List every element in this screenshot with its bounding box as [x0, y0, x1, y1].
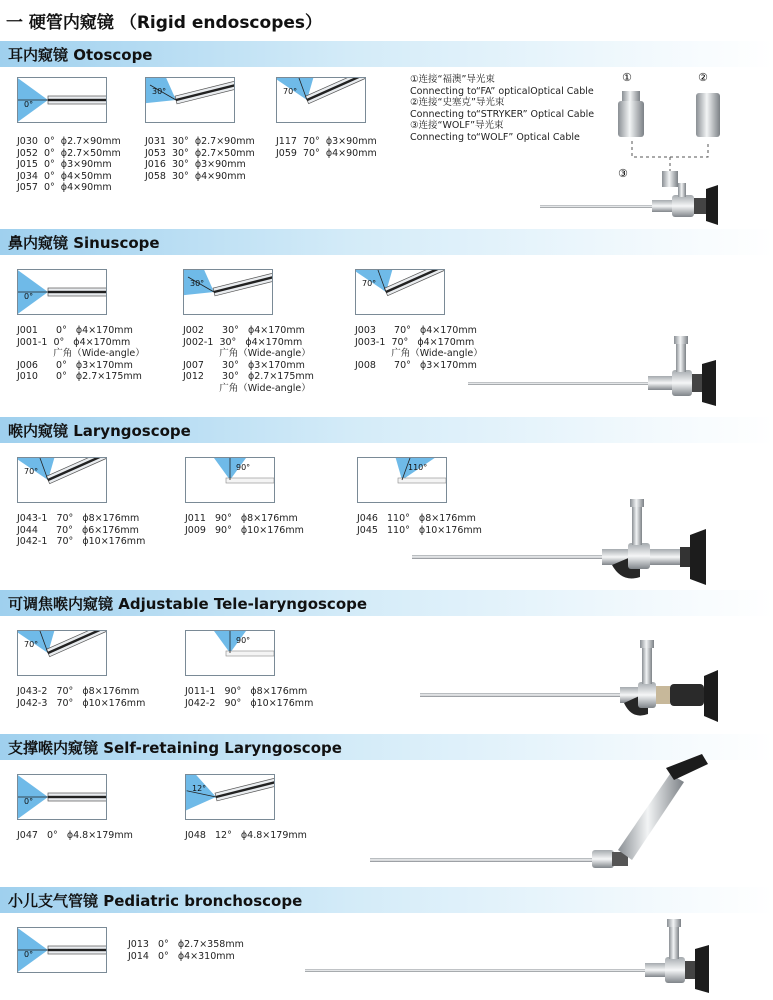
angle-label: 110°	[408, 463, 428, 472]
angle-label: 70°	[283, 87, 298, 96]
angle-label: 90°	[236, 463, 251, 472]
angle-label: 30°	[152, 87, 167, 96]
scope-lens-channel	[48, 291, 106, 293]
adapter-marker-1: ①	[622, 71, 632, 84]
view-angle-diagram-90	[185, 457, 275, 503]
spec-line: J042-3 70° ϕ10×176mm	[17, 697, 146, 709]
spec-list	[17, 325, 145, 383]
section-header-bar	[0, 417, 773, 443]
view-angle-diagram-70	[17, 630, 107, 676]
spec-line: ③连接“WOLF”导光束	[410, 120, 504, 131]
angle-label: 70°	[24, 640, 39, 649]
spec-list	[17, 686, 145, 709]
section-header-bar	[0, 590, 773, 616]
scope-tip	[48, 288, 106, 296]
spec-line: 广角（Wide-angle）	[17, 348, 145, 359]
spec-list	[17, 136, 121, 194]
spec-list	[17, 513, 145, 548]
tele-laryngoscope-illustration	[420, 640, 730, 725]
view-angle-svg	[18, 775, 106, 819]
scope-tip	[398, 478, 446, 483]
spec-line: J001-1 0° ϕ4×170mm	[17, 336, 131, 348]
cable-notes	[410, 74, 594, 143]
connector-dashed-line	[632, 141, 708, 157]
pediatric-bronchoscope-illustration	[305, 917, 730, 997]
adapter-2	[696, 93, 720, 137]
view-angle-diagram-0	[17, 927, 107, 973]
section-title: 喉内窥镜 Laryngoscope	[8, 422, 191, 440]
angle-label: 90°	[236, 636, 251, 645]
view-angle-svg	[358, 458, 446, 502]
view-angle-diagram-30	[183, 269, 273, 315]
view-angle-svg	[186, 631, 274, 675]
spec-list	[17, 830, 133, 842]
view-angle-svg	[146, 78, 234, 122]
section-header-bar	[0, 41, 773, 67]
view-angle-diagram-0	[17, 77, 107, 123]
scope-lens-channel	[48, 99, 106, 101]
angle-label: 12°	[192, 784, 207, 793]
spec-line: J008 70° ϕ3×170mm	[355, 359, 477, 371]
spec-line: J030 0° ϕ2.7×90mm	[17, 136, 121, 147]
spec-line: J034 0° ϕ4×50mm	[17, 170, 112, 182]
spec-line: J044 70° ϕ6×176mm	[17, 524, 139, 536]
spec-line: J011-1 90° ϕ8×176mm	[185, 686, 308, 697]
section-sinuscope	[0, 229, 773, 414]
spec-line: J045 110° ϕ10×176mm	[357, 524, 482, 536]
adapter-1-body	[618, 101, 644, 137]
section-otoscope	[0, 41, 773, 226]
view-angle-diagram-0	[17, 774, 107, 820]
spec-line: 广角（Wide-angle）	[183, 382, 311, 394]
spec-line: J015 0° ϕ3×90mm	[17, 159, 112, 170]
angle-label: 0°	[24, 797, 34, 806]
section-pediatric-bronchoscope	[0, 887, 773, 1000]
otoscope-illustration	[540, 181, 730, 226]
scope-tip	[48, 946, 106, 954]
adapter-1	[622, 91, 640, 101]
angle-label: 70°	[24, 467, 39, 476]
spec-line: 广角（Wide-angle）	[183, 348, 311, 359]
spec-line: J016 30° ϕ3×90mm	[145, 159, 246, 170]
scope-tip	[226, 651, 274, 656]
spec-line: J010 0° ϕ2.7×175mm	[17, 371, 142, 382]
view-angle-svg	[18, 458, 106, 502]
section-laryngoscope	[0, 417, 773, 592]
scope-tip	[226, 478, 274, 483]
view-angle-svg	[277, 78, 365, 122]
spec-line: J006 0° ϕ3×170mm	[17, 359, 133, 371]
section-title: 可调焦喉内窥镜 Adjustable Tele-laryngoscope	[8, 595, 368, 613]
spec-line: J058 30° ϕ4×90mm	[145, 170, 246, 182]
spec-line: Connecting to“WOLF” Optical Cable	[410, 131, 580, 143]
scope-tip	[48, 793, 106, 801]
view-angle-svg	[186, 775, 274, 819]
view-angle-diagram-0	[17, 269, 107, 315]
scope-lens-channel	[48, 796, 106, 798]
spec-line: J053 30° ϕ2.7×50mm	[145, 147, 255, 159]
view-angle-diagram-30	[145, 77, 235, 123]
view-angle-svg	[356, 270, 444, 314]
scope-tip	[48, 96, 106, 104]
spec-line: J013 0° ϕ2.7×358mm	[128, 939, 244, 950]
angle-label: 70°	[362, 279, 377, 288]
view-angle-diagram-90	[185, 630, 275, 676]
self-retaining-laryngoscope-illustration	[370, 754, 730, 879]
angle-label: 30°	[190, 279, 205, 288]
section-self-retaining-laryngoscope	[0, 734, 773, 884]
section-title: 鼻内窥镜 Sinuscope	[8, 234, 160, 252]
spec-list	[185, 686, 313, 709]
view-angle-svg	[18, 270, 106, 314]
view-angle-svg	[186, 458, 274, 502]
section-title: 支撑喉内窥镜 Self-retaining Laryngoscope	[8, 739, 342, 757]
spec-line: J117 70° ϕ3×90mm	[276, 136, 377, 147]
spec-line: J047 0° ϕ4.8×179mm	[17, 830, 133, 841]
spec-line: J046 110° ϕ8×176mm	[357, 513, 476, 524]
spec-line: Connecting to“FA” opticalOptical Cable	[410, 85, 594, 97]
angle-label: 0°	[24, 292, 34, 301]
spec-line: J043-1 70° ϕ8×176mm	[17, 513, 140, 524]
spec-list	[355, 325, 483, 371]
spec-line: ②连接“史塞克”导光束	[410, 97, 505, 108]
section-title: 耳内窥镜 Otoscope	[8, 46, 153, 64]
view-angle-diagram-70	[276, 77, 366, 123]
spec-line: J059 70° ϕ4×90mm	[276, 147, 377, 159]
page-title: 一 硬管内窥镜 （Rigid endoscopes）	[6, 13, 323, 33]
spec-line: J011 90° ϕ8×176mm	[185, 513, 298, 524]
section-header-bar	[0, 887, 773, 913]
view-angle-svg	[18, 78, 106, 122]
spec-line: J031 30° ϕ2.7×90mm	[145, 136, 255, 147]
spec-list	[276, 136, 377, 159]
angle-label: 0°	[24, 950, 34, 959]
spec-line: J042-2 90° ϕ10×176mm	[185, 697, 314, 709]
spec-list	[145, 136, 255, 182]
spec-line: J048 12° ϕ4.8×179mm	[185, 830, 307, 841]
angle-label: 0°	[24, 100, 34, 109]
spec-line: J003-1 70° ϕ4×170mm	[355, 336, 475, 348]
view-angle-svg	[184, 270, 272, 314]
spec-line: J014 0° ϕ4×310mm	[128, 950, 235, 962]
spec-line: J042-1 70° ϕ10×176mm	[17, 536, 146, 547]
spec-list	[183, 325, 314, 394]
section-header-bar	[0, 229, 773, 255]
laryngoscope-illustration	[412, 497, 732, 592]
spec-line: J002 30° ϕ4×170mm	[183, 325, 305, 336]
spec-list	[128, 939, 244, 962]
spec-line: J007 30° ϕ3×170mm	[183, 359, 305, 371]
spec-line: J002-1 30° ϕ4×170mm	[183, 336, 303, 348]
view-angle-svg	[18, 631, 106, 675]
spec-line: J009 90° ϕ10×176mm	[185, 524, 304, 536]
spec-list	[185, 513, 304, 536]
spec-line: ①连接“福澳”导光束	[410, 74, 495, 85]
spec-line: J043-2 70° ϕ8×176mm	[17, 686, 140, 697]
adapter-marker-2: ②	[698, 71, 708, 84]
spec-line: J012 30° ϕ2.7×175mm	[183, 371, 314, 382]
scope-lens-channel	[48, 949, 106, 951]
spec-list	[185, 830, 307, 842]
adapter-marker-3: ③	[618, 167, 628, 180]
spec-line: J052 0° ϕ2.7×50mm	[17, 147, 121, 159]
section-adjustable-tele-laryngoscope	[0, 590, 773, 730]
spec-line: J057 0° ϕ4×90mm	[17, 182, 112, 193]
view-angle-diagram-12	[185, 774, 275, 820]
sinuscope-illustration	[468, 334, 728, 409]
section-title: 小儿支气管镜 Pediatric bronchoscope	[8, 892, 303, 910]
spec-line: Connecting to“STRYKER” Optical Cable	[410, 108, 595, 120]
view-angle-diagram-70	[17, 457, 107, 503]
view-angle-diagram-70	[355, 269, 445, 315]
spec-line: 广角（Wide-angle）	[355, 348, 483, 359]
spec-line: J001 0° ϕ4×170mm	[17, 325, 133, 336]
view-angle-svg	[18, 928, 106, 972]
spec-line: J003 70° ϕ4×170mm	[355, 325, 477, 336]
